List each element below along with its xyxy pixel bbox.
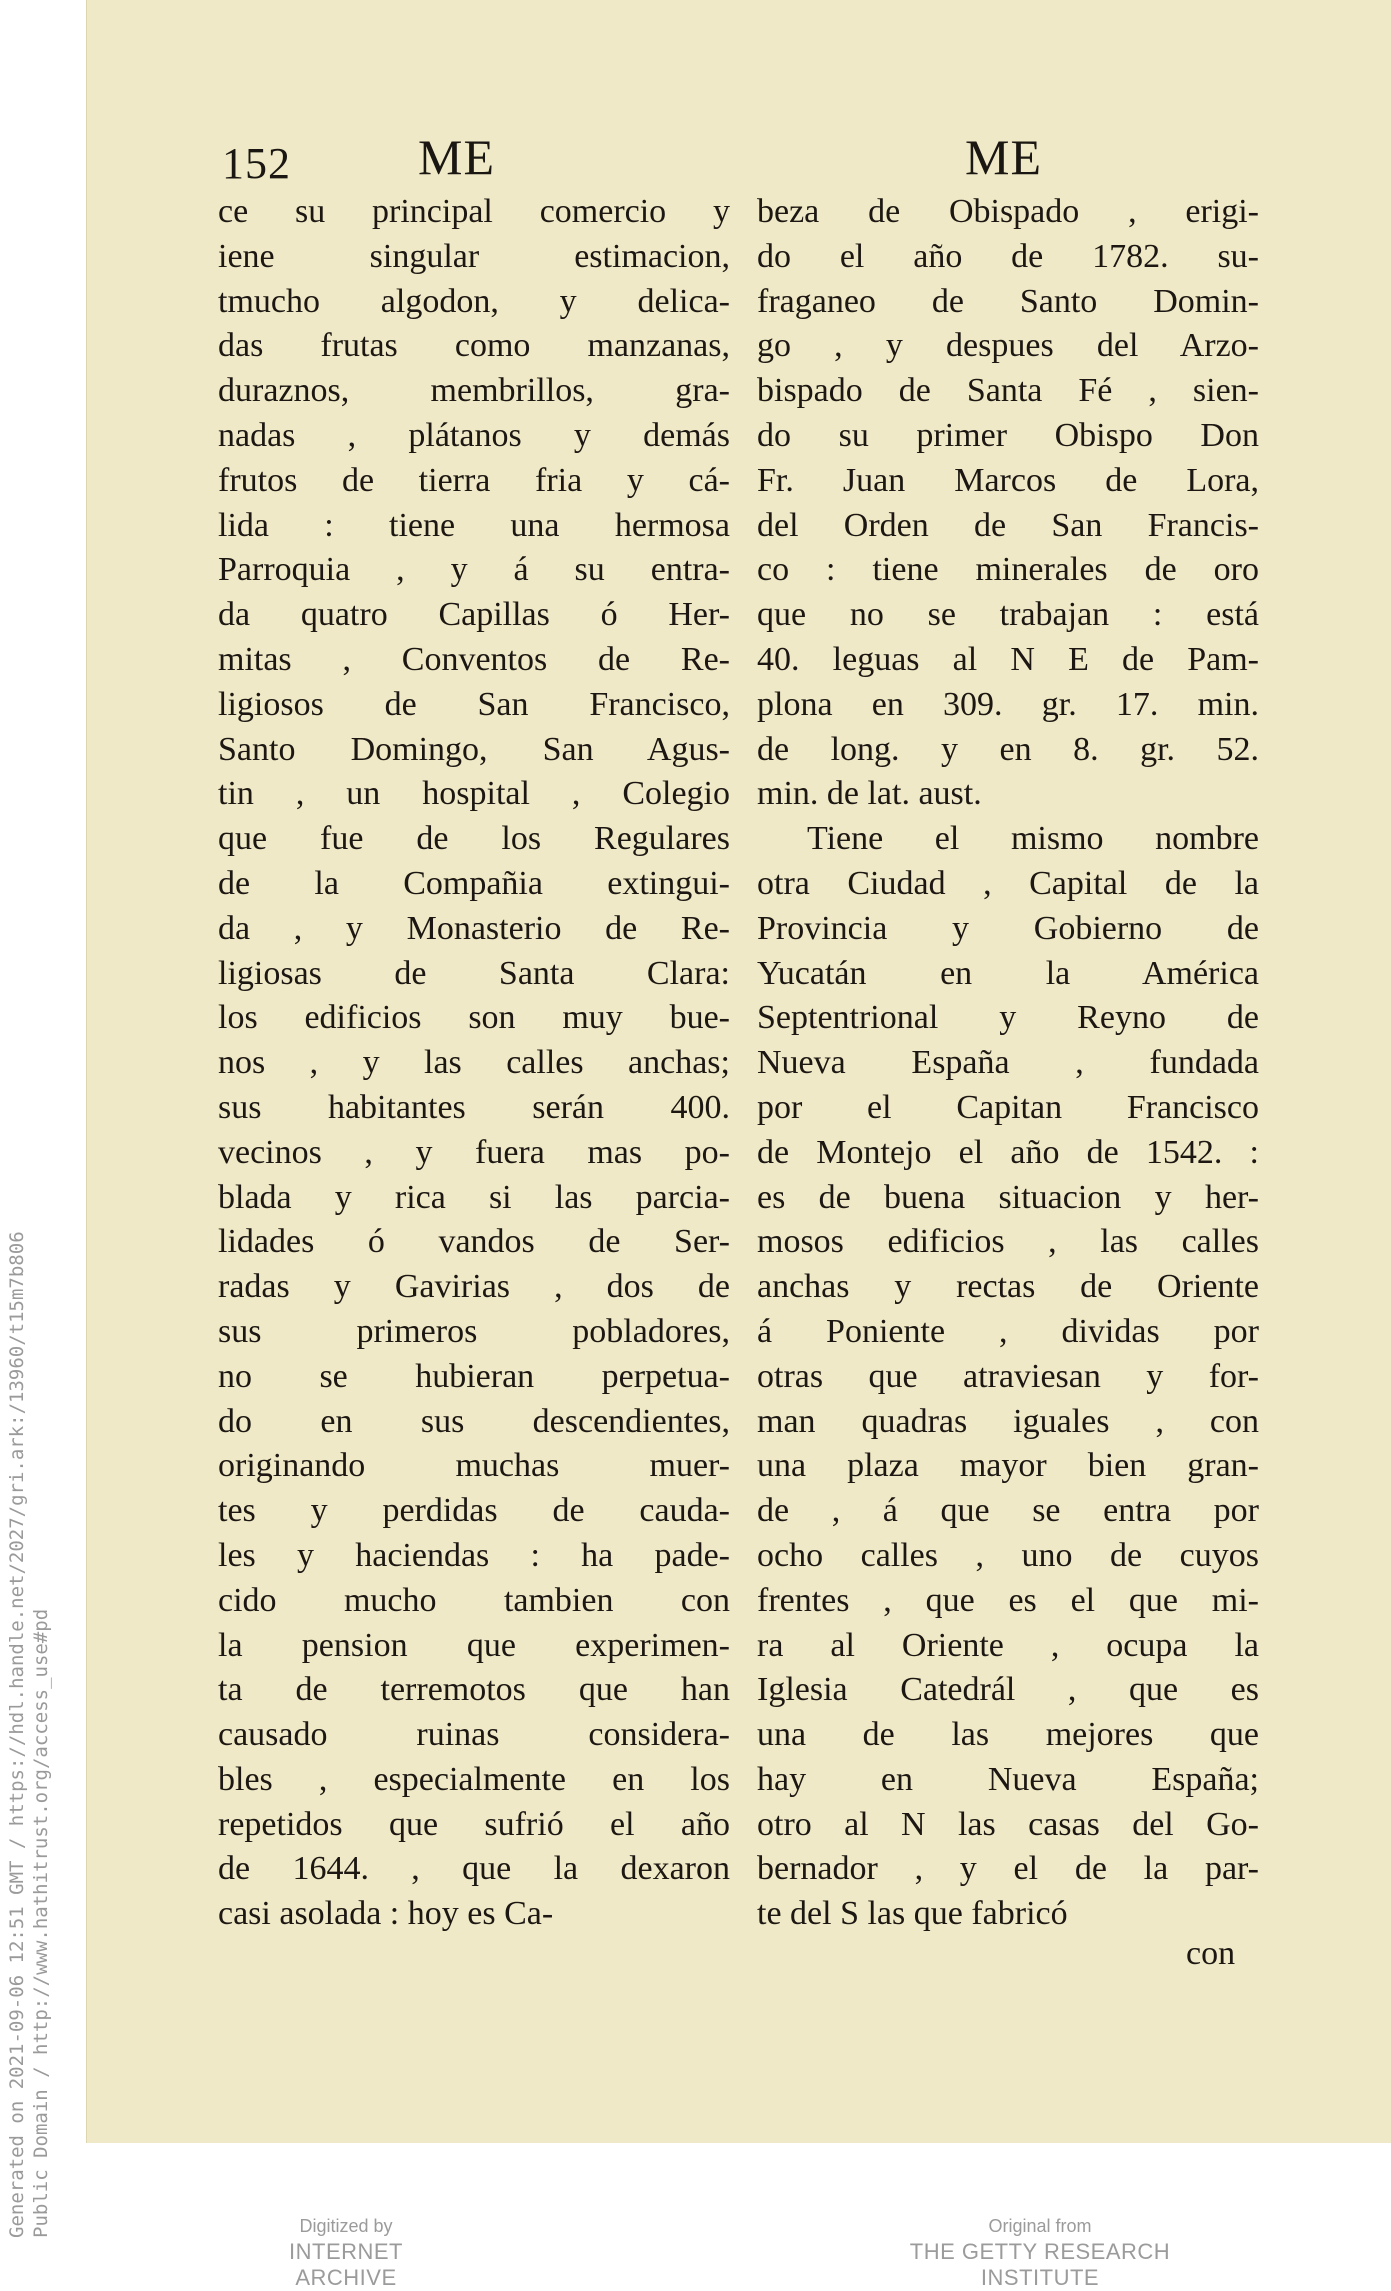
text-line: de 1644. , que la dexaron [218, 1850, 730, 1888]
text-line: ce su principal comercio y [218, 193, 730, 230]
getty-institute-label: THE GETTY RESEARCH INSTITUTE [909, 2239, 1171, 2290]
text-line: co : tiene minerales de oro [757, 551, 1259, 589]
text-line: hay en Nueva España; [757, 1760, 1259, 1798]
text-line: ocho calles , uno de cuyos [757, 1536, 1259, 1574]
text-line: una plaza mayor bien gran- [757, 1447, 1259, 1485]
text-line: otro al N las casas del Go- [757, 1805, 1259, 1843]
text-line: Provincia y Gobierno de [757, 909, 1259, 947]
text-line: mosos edificios , las calles [757, 1223, 1259, 1261]
watermark-generated-line: Generated on 2021-09-06 12:51 GMT / https://hdl.handle.net/2027/gri.ark:/13960/t15m7b806 [6, 1231, 28, 2238]
text-line: da , y Monasterio de Re- [218, 909, 730, 947]
watermark-public-domain-line: Public Domain / http://www.hathitrust.org/access_use#pd [30, 1608, 52, 2238]
text-line: man quadras iguales , con [757, 1402, 1259, 1440]
text-line: á Poniente , dividas por [757, 1312, 1259, 1350]
text-line: sus habitantes serán 400. [218, 1088, 730, 1126]
text-line: la pension que experimen- [218, 1626, 730, 1664]
text-line: do el año de 1782. su- [757, 237, 1259, 275]
original-from-label: Original from [988, 2216, 1092, 2236]
text-line: nadas , plátanos y demás [218, 416, 730, 454]
text-line: que fue de los Regulares [218, 820, 730, 858]
text-line: ligiosas de Santa Clara: [218, 954, 730, 992]
text-line: ra al Oriente , ocupa la [757, 1626, 1259, 1664]
text-line: de long. y en 8. gr. 52. [757, 730, 1259, 768]
text-line: tin , un hospital , Colegio [218, 775, 730, 813]
catchword: con [1186, 1935, 1236, 1972]
text-line: por el Capitan Francisco [757, 1088, 1259, 1126]
text-line: frutos de tierra fria y cá- [218, 461, 730, 499]
text-line: sus primeros pobladores, [218, 1312, 730, 1350]
text-line: cido mucho tambien con [218, 1581, 730, 1619]
text-line: bispado de Santa Fé , sien- [757, 372, 1259, 410]
text-line: bernador , y el de la par- [757, 1850, 1259, 1888]
internet-archive-label: INTERNET ARCHIVE [289, 2239, 403, 2290]
text-line: es de buena situacion y her- [757, 1178, 1259, 1216]
text-line: Iglesia Catedrál , que es [757, 1671, 1259, 1709]
text-line: lidades ó vandos de Ser- [218, 1223, 730, 1261]
digitized-by-credit [236, 2216, 456, 2291]
text-line: vecinos , y fuera mas po- [218, 1133, 730, 1171]
text-line: radas y Gavirias , dos de [218, 1268, 730, 1306]
running-head-right: ME [965, 129, 1042, 185]
text-line: mitas , Conventos de Re- [218, 640, 730, 678]
text-line: casi asolada : hoy es Ca- [218, 1895, 554, 1933]
text-line: iene singular estimacion, [218, 237, 730, 275]
text-line: ta de terremotos que han [218, 1671, 730, 1709]
text-line: Parroquia , y á su entra- [218, 551, 730, 589]
text-line: Septentrional y Reyno de [757, 999, 1259, 1037]
text-line: go , y despues del Arzo- [757, 327, 1259, 365]
text-line: do en sus descendientes, [218, 1402, 730, 1440]
text-line: tes y perdidas de cauda- [218, 1492, 730, 1530]
running-head-left: ME [418, 129, 495, 185]
text-line: de la Compañia extingui- [218, 864, 730, 902]
text-line: blada y rica si las parcia- [218, 1178, 730, 1216]
text-line: Nueva España , fundada [757, 1044, 1259, 1082]
text-line: te del S las que fabricó [757, 1895, 1068, 1933]
hathitrust-watermark [0, 0, 80, 2271]
text-line: do su primer Obispo Don [757, 416, 1259, 454]
original-from-credit [850, 2216, 1230, 2291]
text-line: Yucatán en la América [757, 954, 1259, 992]
text-line: les y haciendas : ha pade- [218, 1536, 730, 1574]
text-line: beza de Obispado , erigi- [757, 193, 1259, 230]
text-line: duraznos, membrillos, gra- [218, 372, 730, 410]
left-text-column [218, 190, 730, 1937]
text-line: das frutas como manzanas, [218, 327, 730, 365]
text-line: ligiosos de San Francisco, [218, 685, 730, 723]
text-line: bles , especialmente en los [218, 1760, 730, 1798]
text-line: min. de lat. aust. [757, 775, 982, 813]
text-line: una de las mejores que [757, 1716, 1259, 1754]
page-number: 152 [222, 139, 291, 188]
text-line: Santo Domingo, San Agus- [218, 730, 730, 768]
text-line: tmucho algodon, y delica- [218, 282, 730, 320]
digitized-by-label: Digitized by [299, 2216, 393, 2236]
text-line: frentes , que es el que mi- [757, 1581, 1259, 1619]
text-line: de Montejo el año de 1542. : [757, 1133, 1259, 1171]
text-line: lida : tiene una hermosa [218, 506, 730, 544]
text-line: de , á que se entra por [757, 1492, 1259, 1530]
text-line: del Orden de San Francis- [757, 506, 1259, 544]
text-line: Tiene el mismo nombre [807, 820, 1259, 858]
text-line: anchas y rectas de Oriente [757, 1268, 1259, 1306]
text-line: otras que atraviesan y for- [757, 1357, 1259, 1395]
text-line: 40. leguas al N E de Pam- [757, 640, 1259, 678]
text-line: originando muchas muer- [218, 1447, 730, 1485]
right-text-column [757, 190, 1259, 1937]
text-line: repetidos que sufrió el año [218, 1805, 730, 1843]
text-line: fraganeo de Santo Domin- [757, 282, 1259, 320]
text-line: los edificios son muy bue- [218, 999, 730, 1037]
text-line: Fr. Juan Marcos de Lora, [757, 461, 1259, 499]
text-line: nos , y las calles anchas; [218, 1044, 730, 1082]
text-line: que no se trabajan : está [757, 596, 1259, 634]
text-line: da quatro Capillas ó Her- [218, 596, 730, 634]
text-line: plona en 309. gr. 17. min. [757, 685, 1259, 723]
text-line: otra Ciudad , Capital de la [757, 864, 1259, 902]
text-line: no se hubieran perpetua- [218, 1357, 730, 1395]
text-line: causado ruinas considera- [218, 1716, 730, 1754]
